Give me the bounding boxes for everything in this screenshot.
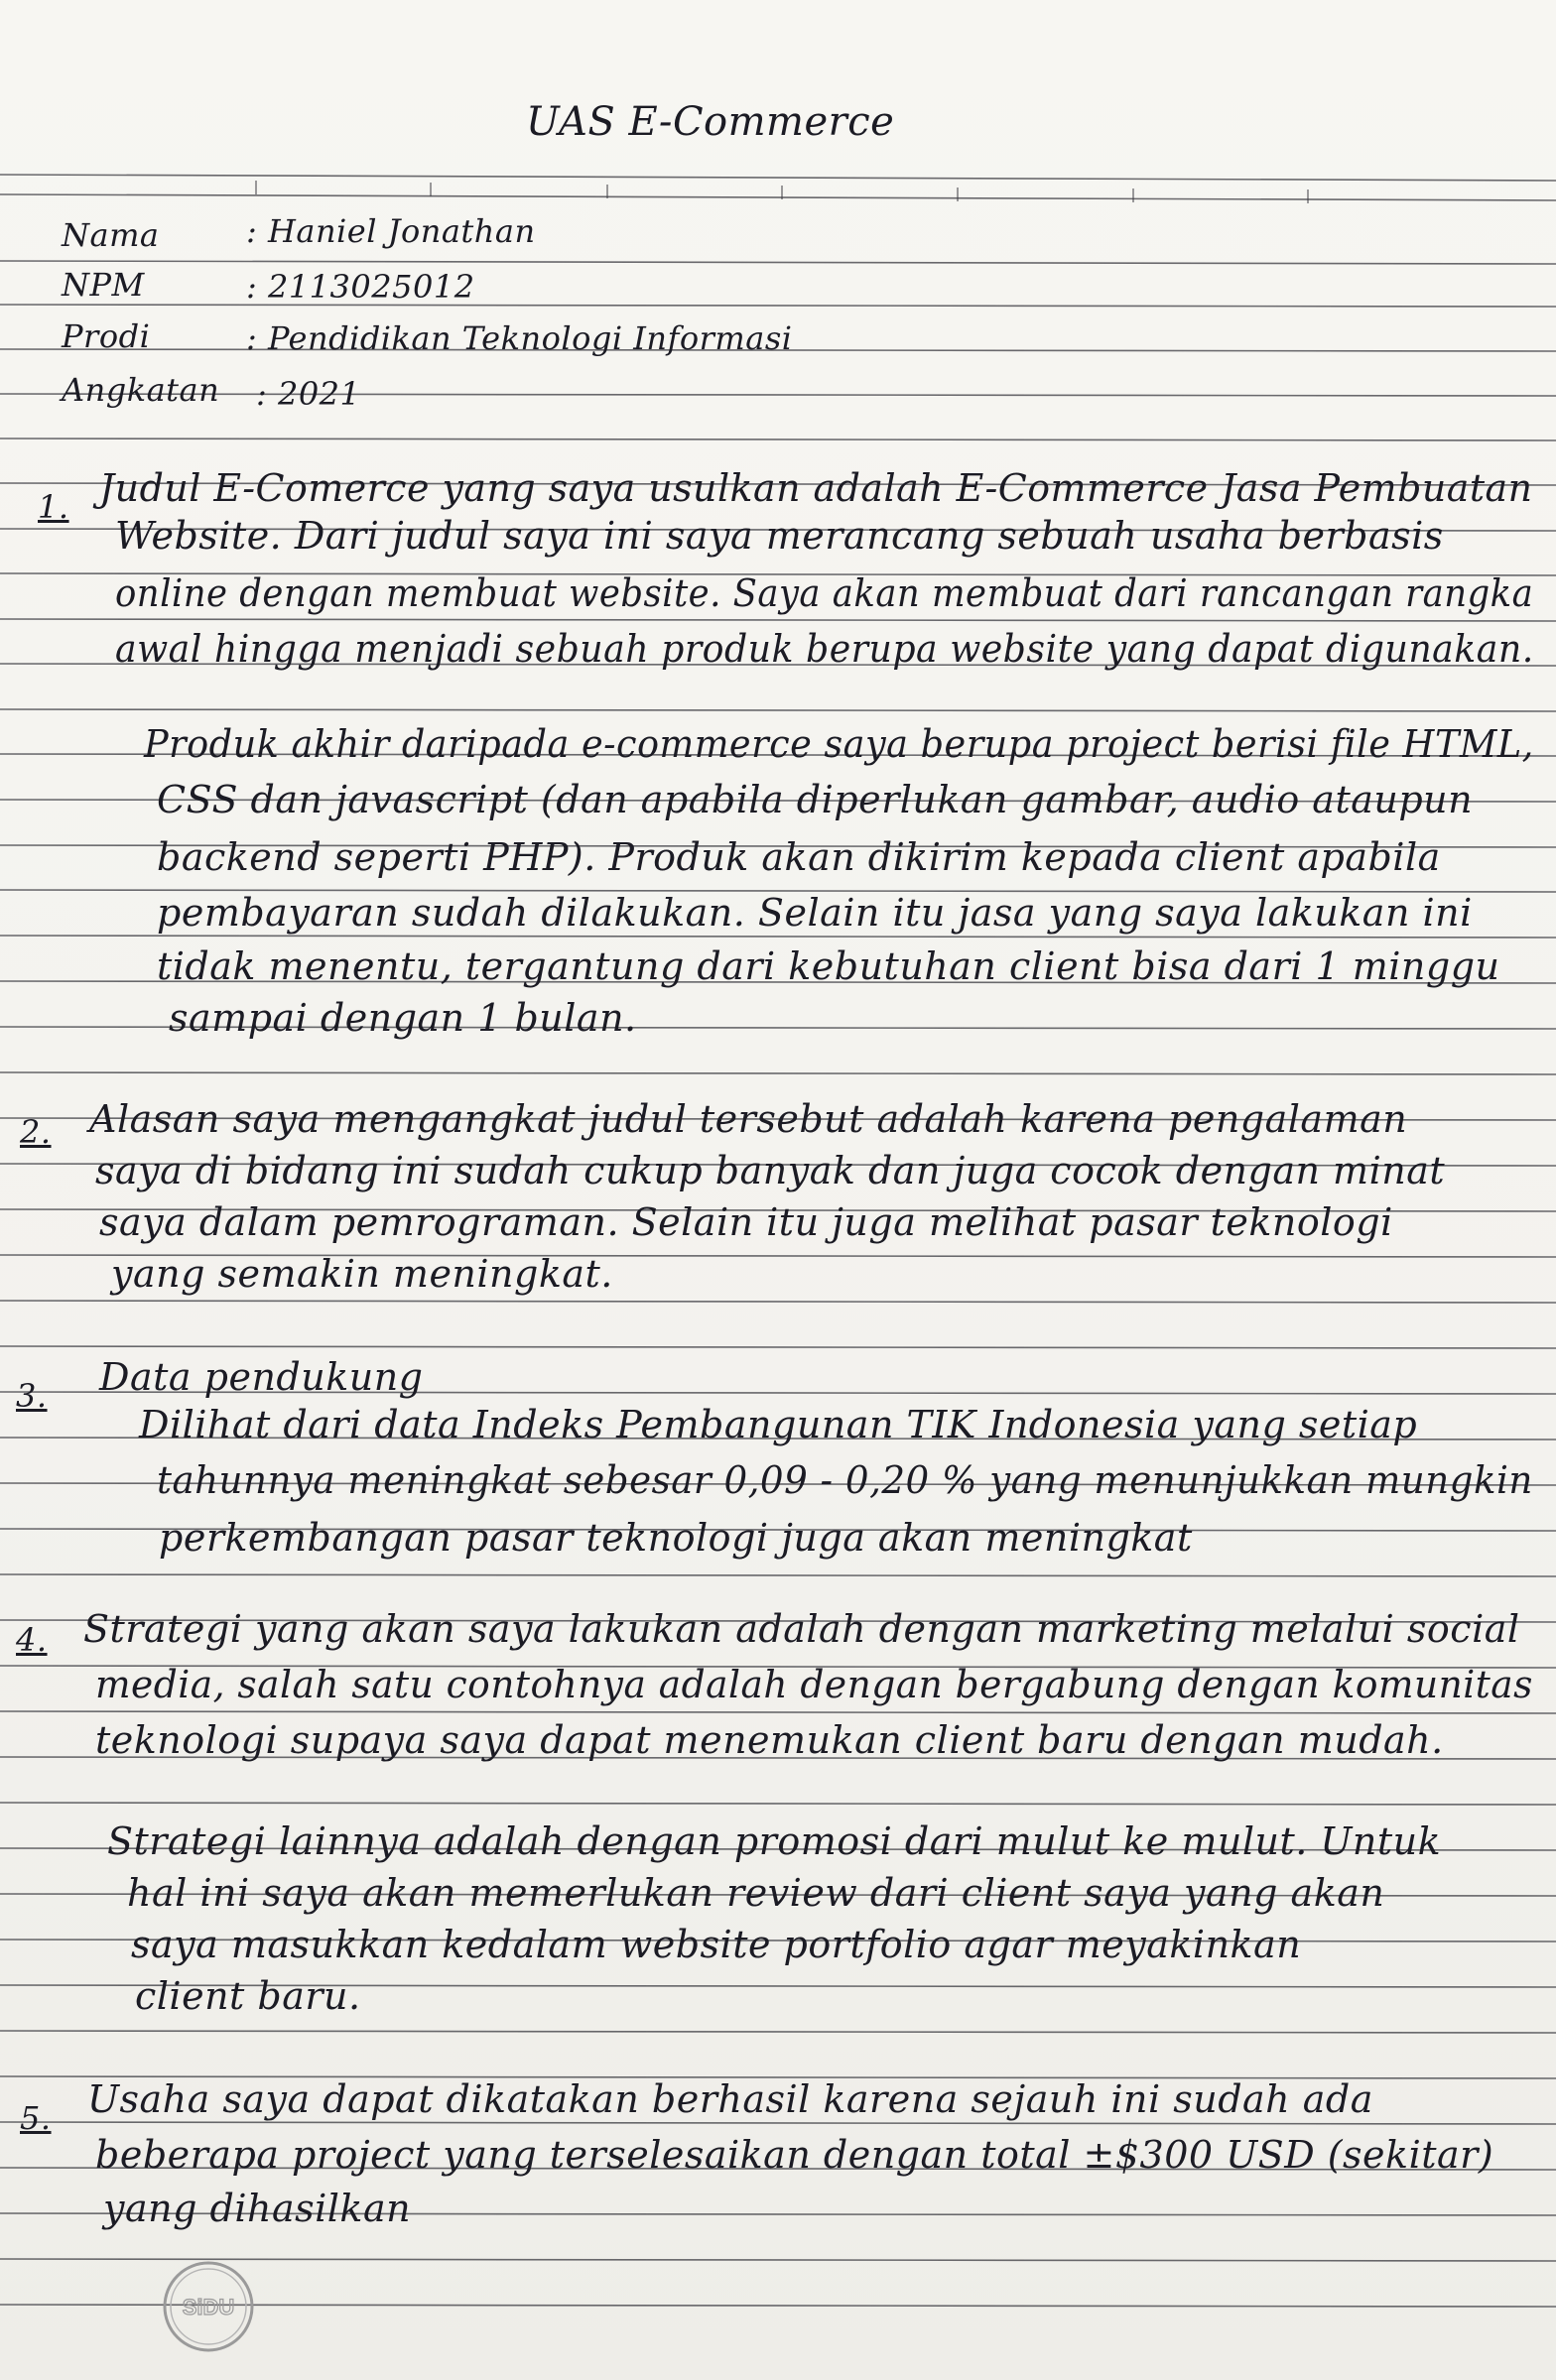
text-line: sampai dengan 1 bulan. bbox=[169, 996, 637, 1040]
text-line: teknologi supaya saya dapat menemukan client baru dengan mudah. bbox=[95, 1718, 1444, 1762]
sidu-logo-icon bbox=[159, 2257, 258, 2356]
text-line: saya masukkan kedalam website portfolio agar meyakinkan bbox=[131, 1923, 1302, 1966]
text-line: yang dihasilkan bbox=[103, 2187, 412, 2230]
text-line: Data pendukung bbox=[99, 1355, 424, 1399]
text-line: yang semakin meningkat. bbox=[111, 1252, 613, 1296]
field-value-prodi: : Pendidikan Teknologi Informasi bbox=[246, 319, 793, 357]
text-line: awal hingga menjadi sebuah produk berupa website yang dapat digunakan. bbox=[115, 627, 1534, 671]
text-line: client baru. bbox=[135, 1974, 361, 2018]
text-line: Strategi yang akan saya lakukan adalah dengan marketing melalui social bbox=[83, 1607, 1520, 1651]
field-label-nama: Nama bbox=[62, 216, 160, 254]
text-line: online dengan membuat website. Saya akan membuat dari rancangan rangka bbox=[115, 571, 1534, 615]
answer-number: 3. bbox=[16, 1377, 48, 1415]
answer-number: 5. bbox=[20, 2099, 52, 2137]
text-line: CSS dan javascript (dan apabila diperlukan gambar, audio ataupun bbox=[157, 778, 1474, 821]
page-title: UAS E-Commerce bbox=[526, 99, 895, 145]
text-line: Judul E-Comerce yang saya usulkan adalah E-Commerce Jasa Pembuatan bbox=[99, 466, 1533, 510]
text-line: tahunnya meningkat sebesar 0,09 - 0,20 % yang menunjukkan mungkin bbox=[157, 1458, 1533, 1502]
text-line: pembayaran sudah dilakukan. Selain itu jasa yang saya lakukan ini bbox=[157, 891, 1473, 935]
text-line: Produk akhir daripada e-commerce saya berupa project berisi file HTML, bbox=[144, 722, 1534, 766]
field-label-angkatan: Angkatan bbox=[62, 371, 220, 409]
text-line: tidak menentu, tergantung dari kebutuhan client bisa dari 1 minggu bbox=[157, 944, 1500, 988]
text-line: backend seperti PHP). Produk akan dikirim kepada client apabila bbox=[157, 835, 1441, 879]
text-line: media, salah satu contohnya adalah dengan bergabung dengan komunitas bbox=[95, 1663, 1533, 1706]
text-line: Strategi lainnya adalah dengan promosi dari mulut ke mulut. Untuk bbox=[107, 1819, 1442, 1863]
text-line: beberapa project yang terselesaikan dengan total ±$300 USD (sekitar) bbox=[95, 2133, 1494, 2177]
text-line: perkembangan pasar teknologi juga akan meningkat bbox=[159, 1516, 1193, 1560]
field-value-angkatan: : 2021 bbox=[256, 375, 361, 413]
sidu-logo-text: SiDU bbox=[182, 2295, 235, 2319]
field-value-nama: : Haniel Jonathan bbox=[246, 212, 536, 250]
field-label-prodi: Prodi bbox=[62, 317, 151, 355]
text-line: Usaha saya dapat dikatakan berhasil karena sejauh ini sudah ada bbox=[87, 2077, 1373, 2121]
text-line: saya dalam pemrograman. Selain itu juga melihat pasar teknologi bbox=[99, 1200, 1393, 1244]
text-line: Website. Dari judul saya ini saya merancang sebuah usaha berbasis bbox=[115, 514, 1444, 558]
answer-number: 1. bbox=[38, 488, 69, 526]
field-value-npm: : 2113025012 bbox=[246, 268, 475, 306]
answer-number: 4. bbox=[16, 1621, 48, 1659]
text-line: hal ini saya akan memerlukan review dari client saya yang akan bbox=[127, 1871, 1385, 1915]
answer-number: 2. bbox=[20, 1113, 52, 1151]
text-line: saya di bidang ini sudah cukup banyak dan juga cocok dengan minat bbox=[95, 1149, 1446, 1192]
text-line: Alasan saya mengangkat judul tersebut adalah karena pengalaman bbox=[89, 1097, 1408, 1141]
field-label-npm: NPM bbox=[62, 266, 145, 304]
text-line: Dilihat dari data Indeks Pembangunan TIK Indonesia yang setiap bbox=[139, 1403, 1418, 1446]
